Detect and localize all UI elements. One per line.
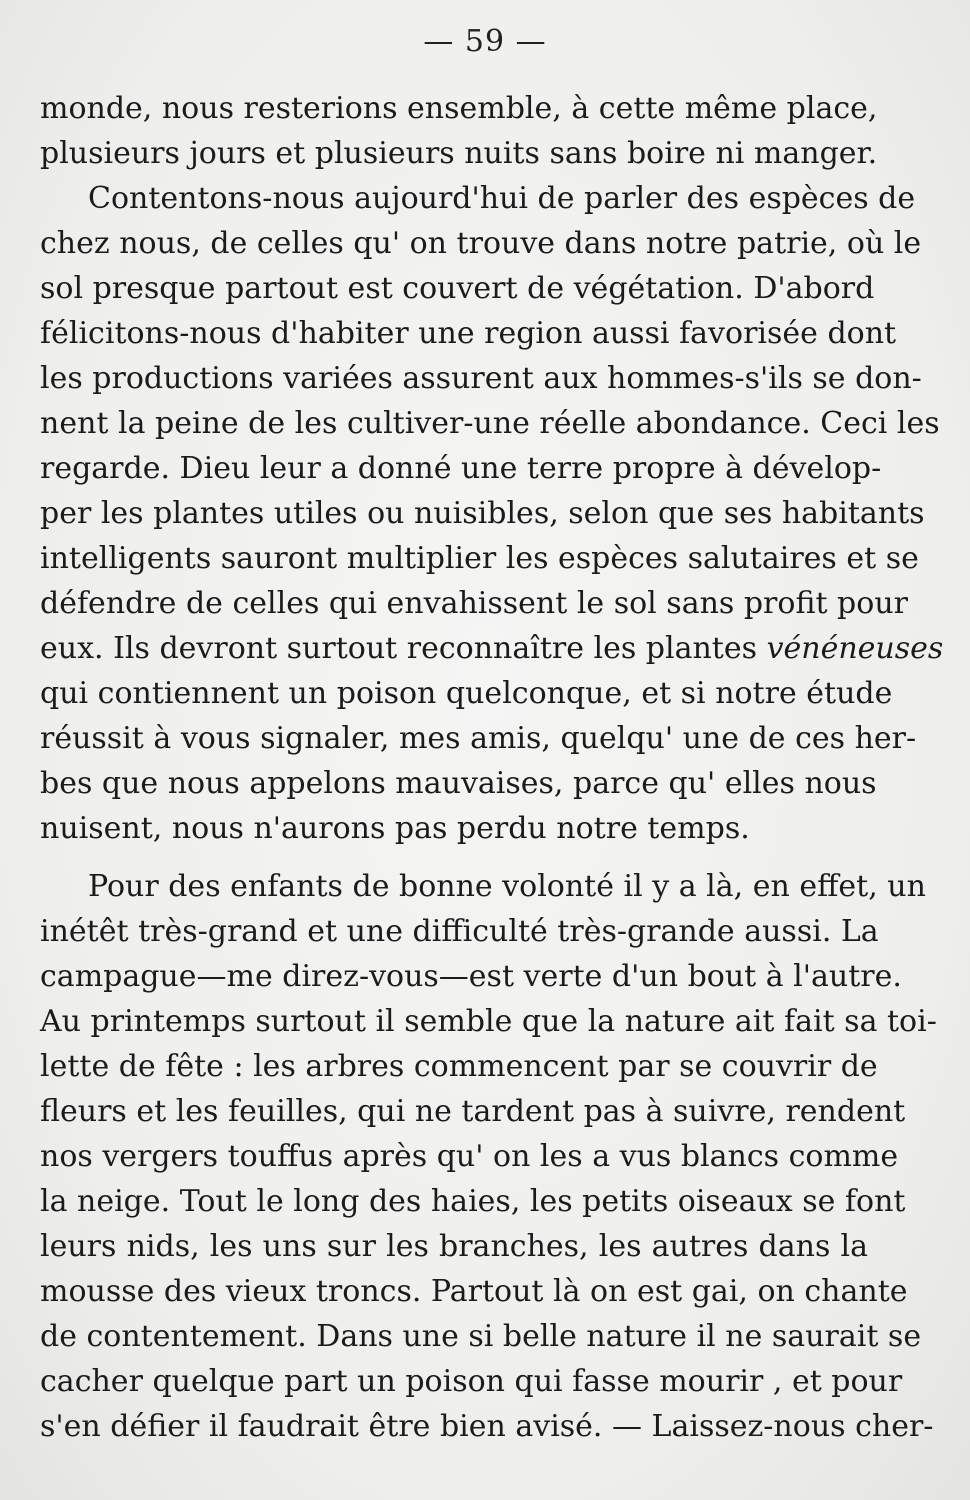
text-line: chez nous, de celles qu' on trouve dans notre patrie, où le: [40, 226, 922, 261]
text-line: nos vergers touffus après qu' on les a vus blancs comme: [40, 1139, 899, 1174]
text-line: fleurs et les feuilles, qui ne tardent pas à suivre, rendent: [40, 1094, 906, 1129]
text-line: Pour des enfants de bonne volonté il y a là, en effet, un: [88, 869, 926, 904]
body-text: [40, 86, 944, 1449]
text-line: monde, nous resterions ensemble, à cette même place,: [40, 91, 878, 126]
text-line: per les plantes utiles ou nuisibles, selon que ses habitants: [40, 496, 925, 531]
text-line: sol presque partout est couvert de végétation. D'abord: [40, 271, 875, 306]
text-line: campague—me direz-vous—est verte d'un bout à l'autre.: [40, 959, 902, 994]
text-line: de contentement. Dans une si belle nature il ne saurait se: [40, 1319, 922, 1354]
text-line: les productions variées assurent aux hommes-s'ils se don-: [40, 361, 922, 396]
text-line: plusieurs jours et plusieurs nuits sans boire ni manger.: [40, 136, 878, 171]
text-line: qui contiennent un poison quelconque, et si notre étude: [40, 676, 893, 711]
text-line: bes que nous appelons mauvaises, parce qu' elles nous: [40, 766, 877, 801]
text-line: regarde. Dieu leur a donné une terre propre à dévelop-: [40, 451, 882, 486]
text-line: cacher quelque part un poison qui fasse mourir , et pour: [40, 1364, 903, 1399]
text-line-with-italic: [40, 626, 944, 671]
text-line: inétêt très-grand et une difficulté très-grande aussi. La: [40, 914, 879, 949]
paragraph-1: [40, 86, 878, 176]
page-number: — 59 —: [423, 24, 547, 59]
italic-word: vénéneuses: [766, 631, 944, 666]
paragraph-2: [40, 176, 944, 851]
text-line: défendre de celles qui envahissent le sol sans profit pour: [40, 586, 908, 621]
text-line: mousse des vieux troncs. Partout là on est gai, on chante: [40, 1274, 908, 1309]
text-line: réussit à vous signaler, mes amis, quelqu' une de ces her-: [40, 721, 917, 756]
text-line: Contentons-nous aujourd'hui de parler des espèces de: [88, 181, 916, 216]
text-line: lette de fête : les arbres commencent par se couvrir de: [40, 1049, 878, 1084]
text-line: Au printemps surtout il semble que la nature ait fait sa toi-: [40, 1004, 937, 1039]
text-line: félicitons-nous d'habiter une region aussi favorisée dont: [40, 316, 897, 351]
text-line: la neige. Tout le long des haies, les petits oiseaux se font: [40, 1184, 906, 1219]
text-line: nuisent, nous n'aurons pas perdu notre temps.: [40, 811, 750, 846]
text-line: s'en défier il faudrait être bien avisé. — Laissez-nous cher-: [40, 1409, 934, 1444]
text-line: intelligents sauront multiplier les espèces salutaires et se: [40, 541, 919, 576]
text-line: leurs nids, les uns sur les branches, les autres dans la: [40, 1229, 868, 1264]
text-line: nent la peine de les cultiver-une réelle abondance. Ceci les: [40, 406, 940, 441]
paragraph-3: [40, 864, 937, 1449]
text-line-part: eux. Ils devront surtout reconnaître les plantes: [40, 631, 758, 666]
